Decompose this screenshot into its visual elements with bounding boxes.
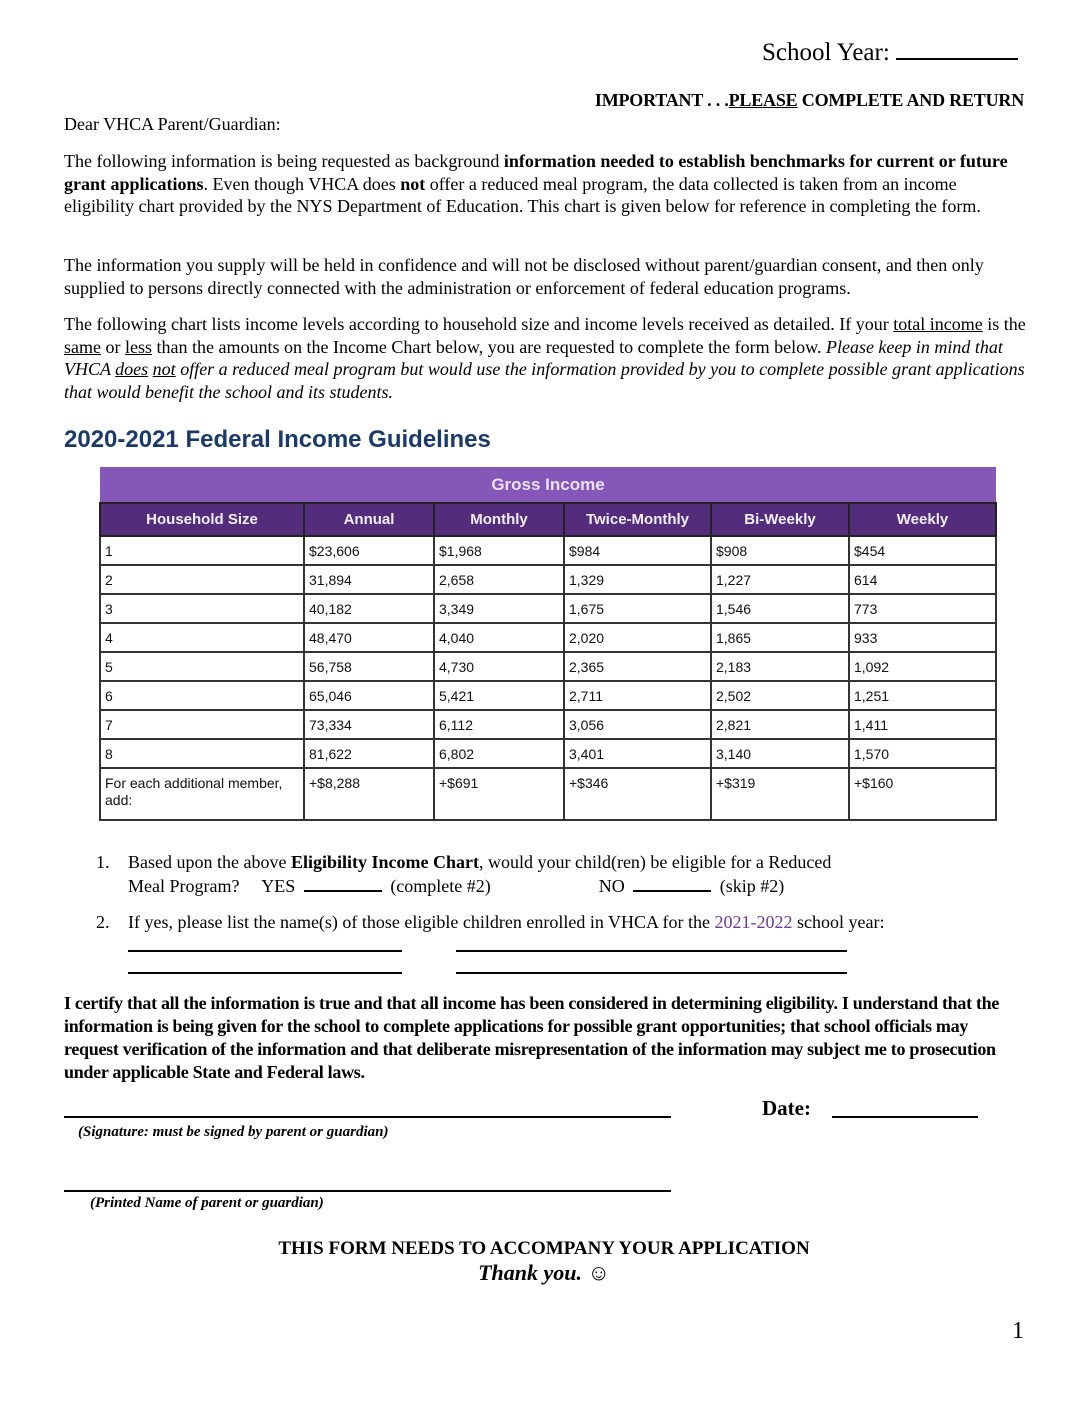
certification-statement: I certify that all the information is true and that all income has been considered in determining eligibility. I understand that the information is being given for the school to complete applications for possible grant opportunities; that school officials may request verification of the information and that deliberate misrepresentation of the information may subject me to prosecution under applicable State and Federal laws. <box>64 993 1000 1082</box>
text: THIS FORM NEEDS TO ACCOMPANY YOUR APPLICATION <box>278 1238 810 1259</box>
column-header-monthly: Monthly <box>434 503 564 536</box>
table-cell: 5 <box>100 652 304 681</box>
text: is the <box>982 314 1026 334</box>
table-cell: 3,140 <box>711 739 849 768</box>
column-header-bi-weekly: Bi-Weekly <box>711 503 849 536</box>
table-cell: 2 <box>100 565 304 594</box>
table-cell: 2,658 <box>434 565 564 594</box>
table-row <box>100 652 996 681</box>
table-cell: 81,622 <box>304 739 434 768</box>
text: school year: <box>792 912 885 932</box>
table-cell: 3 <box>100 594 304 623</box>
table-cell: 2,711 <box>564 681 711 710</box>
printed-name-caption: (Printed Name of parent or guardian) <box>90 1195 324 1211</box>
italic-text: Please keep in mind that VHCA <box>64 336 1003 379</box>
table-cell: $23,606 <box>304 536 434 565</box>
text: Meal Program? YES <box>128 876 300 896</box>
table-cell: 4,730 <box>434 652 564 681</box>
underlined-text: less <box>124 336 152 357</box>
important-notice <box>595 90 1024 111</box>
table-cell: +$346 <box>564 768 711 820</box>
table-cell: $984 <box>564 536 711 565</box>
table-cell: +$160 <box>849 768 996 820</box>
table-cell: 1,411 <box>849 710 996 739</box>
table-cell: 6 <box>100 681 304 710</box>
table-row <box>100 681 996 710</box>
underlined-text: does <box>115 359 149 379</box>
text: than the amounts on the Income Chart below, you are requested to complete the form below. <box>151 336 822 357</box>
date-label: Date: <box>762 1096 811 1120</box>
table-cell: 7 <box>100 710 304 739</box>
table-cell: 6,112 <box>434 710 564 739</box>
question-1 <box>96 851 831 898</box>
table-cell: 2,502 <box>711 681 849 710</box>
table-cell: 1,227 <box>711 565 849 594</box>
table-row <box>100 536 996 565</box>
table-cell: 773 <box>849 594 996 623</box>
table-cell: 4,040 <box>434 623 564 652</box>
text: NO <box>598 876 630 896</box>
text: . Even though VHCA does <box>203 173 401 194</box>
greeting: Dear VHCA Parent/Guardian: <box>64 114 281 134</box>
table-cell: 3,349 <box>434 594 564 623</box>
school-year-blank[interactable] <box>896 38 1018 60</box>
table-row <box>100 739 996 768</box>
text: , would your child(ren) be eligible for a Reduced <box>478 852 832 872</box>
table-row <box>100 710 996 739</box>
printed-name-line[interactable] <box>64 1190 671 1192</box>
table-cell: 5,421 <box>434 681 564 710</box>
yes-blank[interactable] <box>304 874 382 892</box>
table-cell: +$691 <box>434 768 564 820</box>
child-name-line-3[interactable] <box>128 972 402 974</box>
income-guidelines-title: 2020-2021 Federal Income Guidelines <box>64 426 491 453</box>
column-header-twice-monthly: Twice-Monthly <box>564 503 711 536</box>
table-cell: $454 <box>849 536 996 565</box>
question-number: 2. <box>96 912 110 932</box>
bold-text: Eligibility Income Chart <box>290 852 479 872</box>
underlined-text: total income <box>893 314 983 334</box>
text: The following chart lists income levels according to household size and income levels received as detailed. If your <box>64 314 894 334</box>
table-cell: 31,894 <box>304 565 434 594</box>
table-cell: 1,546 <box>711 594 849 623</box>
text: or <box>100 336 125 357</box>
important-prefix: IMPORTANT . . . <box>594 90 729 110</box>
table-cell: +$319 <box>711 768 849 820</box>
table-cell: 4 <box>100 623 304 652</box>
table-cell: +$8,288 <box>304 768 434 820</box>
table-cell: 65,046 <box>304 681 434 710</box>
table-row <box>100 594 996 623</box>
table-cell: 1,570 <box>849 739 996 768</box>
table-cell: $908 <box>711 536 849 565</box>
important-please: PLEASE <box>728 90 798 110</box>
text: The following information is being requested as background <box>64 151 504 171</box>
bold-text: not <box>400 173 426 194</box>
signature-caption: (Signature: must be signed by parent or guardian) <box>78 1124 389 1140</box>
table-row-additional-member <box>100 768 996 820</box>
text: Based upon the above <box>128 852 291 872</box>
text: (skip #2) <box>715 876 785 896</box>
question-number: 1. <box>96 852 110 872</box>
table-cell: 8 <box>100 739 304 768</box>
table-cell: 1,251 <box>849 681 996 710</box>
page-number: 1 <box>1012 1318 1024 1344</box>
gross-income-header: Gross Income <box>100 467 996 503</box>
table-cell: 3,056 <box>564 710 711 739</box>
underlined-text: same <box>64 336 101 357</box>
question-2 <box>96 911 884 934</box>
table-cell: 1,865 <box>711 623 849 652</box>
important-suffix: COMPLETE AND RETURN <box>797 90 1024 110</box>
table-cell: 614 <box>849 565 996 594</box>
column-header-annual: Annual <box>304 503 434 536</box>
table-cell: 933 <box>849 623 996 652</box>
table-cell: 56,758 <box>304 652 434 681</box>
table-cell: 48,470 <box>304 623 434 652</box>
table-cell: For each additional member, add: <box>100 768 304 820</box>
paragraph-background <box>64 150 1026 218</box>
child-name-line-4[interactable] <box>456 972 847 974</box>
table-cell: 2,365 <box>564 652 711 681</box>
table-cell: 6,802 <box>434 739 564 768</box>
table-cell: $1,968 <box>434 536 564 565</box>
table-row <box>100 623 996 652</box>
income-guidelines-table <box>99 467 997 821</box>
child-name-line-1[interactable] <box>128 950 402 952</box>
school-year-label: School Year: <box>762 39 890 66</box>
paragraph-chart-explanation <box>64 313 1026 403</box>
no-blank[interactable] <box>633 874 711 892</box>
text: If yes, please list the name(s) of those eligible children enrolled in VHCA for the <box>128 912 715 932</box>
table-cell: 2,020 <box>564 623 711 652</box>
table-cell: 1,092 <box>849 652 996 681</box>
column-header-household-size: Household Size <box>100 503 304 536</box>
date-line[interactable] <box>832 1116 978 1118</box>
signature-line[interactable] <box>64 1116 671 1118</box>
table-cell: 3,401 <box>564 739 711 768</box>
school-year-highlight: 2021-2022 <box>714 912 793 932</box>
italic-text: offer a reduced meal program but would use the information provided by you to complete possible grant applications that would benefit the school and its students. <box>64 359 1025 402</box>
table-cell: 1,329 <box>564 565 711 594</box>
paragraph-confidentiality: The information you supply will be held in confidence and will not be disclosed without parent/guardian consent, and then only supplied to persons directly connected with the administration or enforcement of federal education programs. <box>64 255 984 298</box>
child-name-line-2[interactable] <box>456 950 847 952</box>
accompany-application-note <box>0 1238 1088 1260</box>
bold-text: information needed to establish benchmarks for current or future grant applications <box>64 151 1008 194</box>
table-row <box>100 565 996 594</box>
table-cell: 1,675 <box>564 594 711 623</box>
thank-you-text: Thank you. ☺ <box>478 1260 610 1285</box>
table-cell: 2,821 <box>711 710 849 739</box>
table-cell: 73,334 <box>304 710 434 739</box>
text: offer a reduced meal program, the data collected is taken from an income eligibility chart provided by the NYS Department of Education. This chart is given below for reference in completing the form. <box>64 173 981 216</box>
text: (complete #2) <box>385 876 491 896</box>
table-cell: 40,182 <box>304 594 434 623</box>
column-header-weekly: Weekly <box>849 503 996 536</box>
table-cell: 2,183 <box>711 652 849 681</box>
table-cell: 1 <box>100 536 304 565</box>
underlined-text: not <box>152 359 176 379</box>
school-year-field <box>762 38 1018 67</box>
